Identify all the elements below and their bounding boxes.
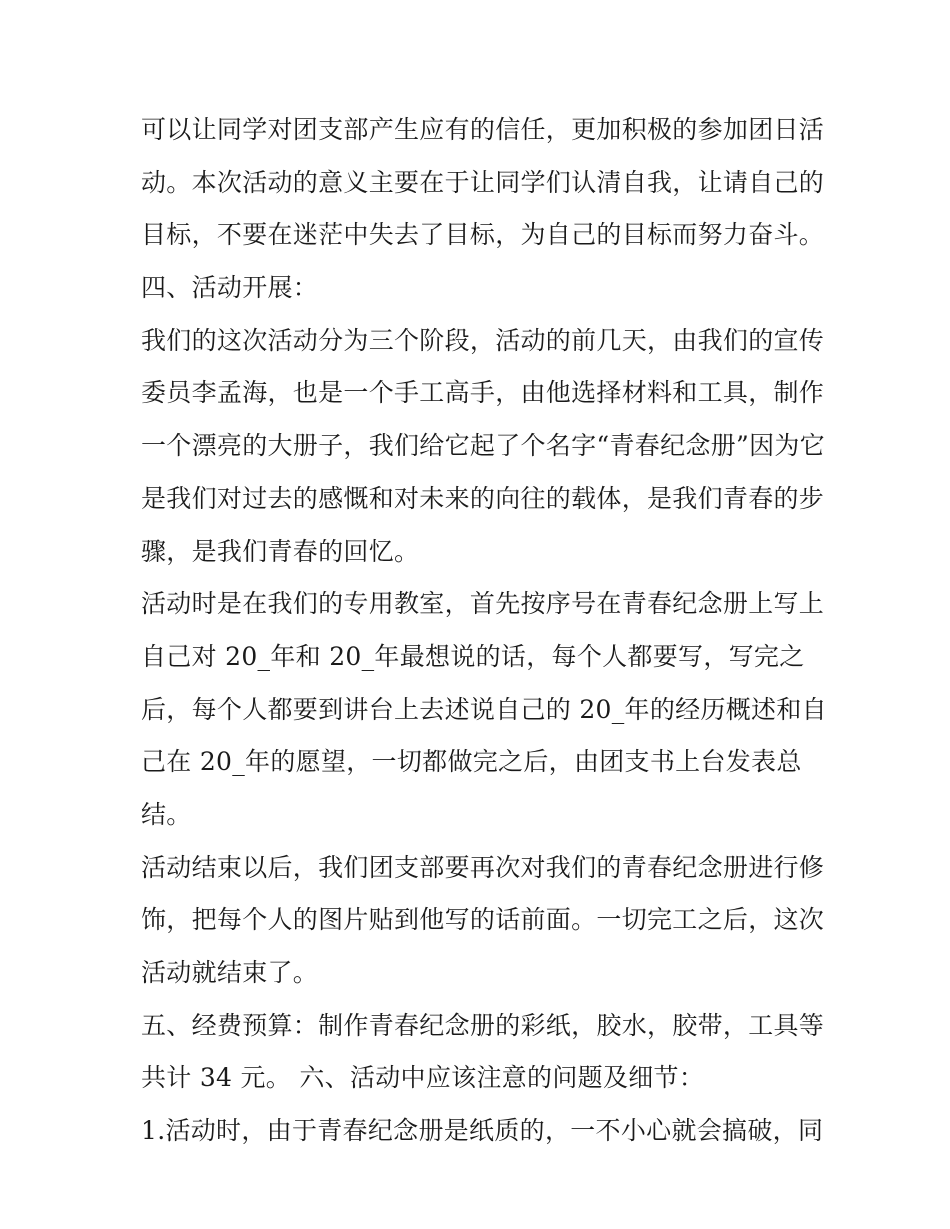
section-heading: 四、活动开展： <box>141 273 319 303</box>
text-line: 己在 20_年的愿望，一切都做完之后，由团支书上台发表总 <box>141 747 802 777</box>
text-line: 动。本次活动的意义主要在于让同学们认清自我，让请自己的 <box>141 167 825 197</box>
text-line: 活动就结束了。 <box>141 958 319 987</box>
text-line: 饰，把每个人的图片贴到他写的话前面。一切完工之后，这次 <box>141 905 825 935</box>
text-line: 活动时是在我们的专用教室，首先按序号在青春纪念册上写上 <box>141 589 825 619</box>
text-line: 一个漂亮的大册子，我们给它起了个名字“青春纪念册”因为它 <box>141 431 825 461</box>
section-heading: 五、经费预算：制作青春纪念册的彩纸，胶水，胶带，工具等 <box>141 1010 825 1040</box>
text-line: 后，每个人都要到讲台上去述说自己的 20_年的经历概述和自 <box>141 694 827 724</box>
text-line: 是我们对过去的感慨和对未来的向往的载体，是我们青春的步 <box>141 483 825 513</box>
text-line: 1.活动时，由于青春纪念册是纸质的，一不小心就会搞破，同 <box>141 1116 824 1146</box>
text-line: 活动结束以后，我们团支部要再次对我们的青春纪念册进行修 <box>141 852 825 882</box>
text-line: 共计 34 元。 六、活动中应该注意的问题及细节： <box>141 1063 705 1093</box>
text-line: 可以让同学对团支部产生应有的信任，更加积极的参加团日活 <box>141 115 825 144</box>
document-body <box>141 104 827 1158</box>
text-line: 委员李孟海，也是一个手工高手，由他选择材料和工具，制作 <box>141 378 825 408</box>
text-line: 自己对 20_年和 20_年最想说的话，每个人都要写，写完之 <box>141 641 805 671</box>
text-line: 我们的这次活动分为三个阶段，活动的前几天，由我们的宣传 <box>141 325 825 355</box>
text-line: 骤，是我们青春的回忆。 <box>141 536 420 566</box>
text-line: 结。 <box>141 799 192 829</box>
text-line: 目标，不要在迷茫中失去了目标，为自己的目标而努力奋斗。 <box>141 220 825 250</box>
